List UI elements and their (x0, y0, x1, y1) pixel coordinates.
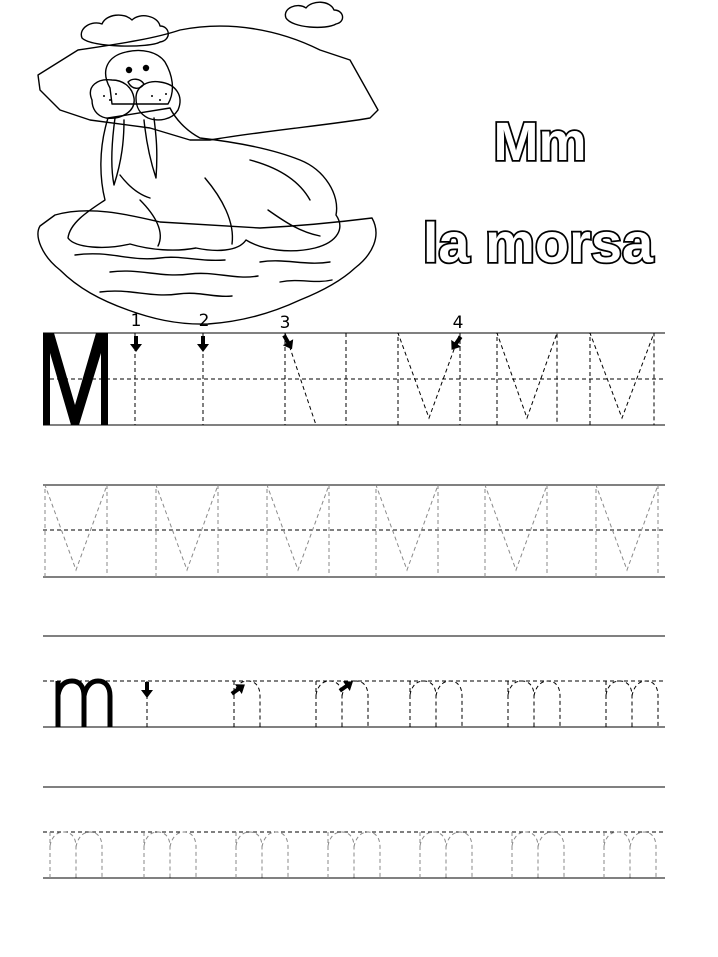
walrus-back-line (250, 160, 310, 200)
trace-lowercase-m (236, 832, 288, 878)
ice-floe (38, 211, 376, 324)
walrus-eye (126, 67, 132, 73)
water-ripple (75, 254, 225, 261)
arrow-down-icon (197, 336, 209, 352)
trace-uppercase-m (156, 485, 218, 577)
arrow-down-right-icon (279, 332, 297, 352)
walrus-flipper (140, 200, 160, 246)
trace-lowercase-m (606, 681, 658, 727)
word-title: la morsa (422, 211, 654, 274)
trace-uppercase-m (485, 485, 547, 577)
step-number-4: 4 (452, 313, 464, 333)
arrow-down-icon (130, 336, 142, 352)
trace-lowercase-m (508, 681, 560, 727)
walrus-flipper (268, 210, 320, 236)
water-ripple (280, 280, 332, 282)
model-lowercase-m (58, 681, 110, 727)
letter-pair-title: Mm (493, 112, 587, 172)
step-number-2: 2 (198, 311, 210, 331)
walrus-head (106, 50, 173, 104)
step-number-3: 3 (279, 313, 291, 333)
arrow-up-right-icon (336, 677, 356, 696)
trace-uppercase-m (376, 485, 438, 577)
cloud-icon (285, 2, 342, 27)
walrus-belly-line (120, 175, 150, 198)
trace-lowercase-m (410, 681, 462, 727)
arrow-up-right-icon (228, 680, 248, 699)
uppercase-trace-row (43, 485, 665, 577)
water-ripple (110, 271, 258, 277)
water-ripple (100, 291, 232, 296)
trace-lowercase-m (50, 832, 102, 878)
walrus-eye (143, 65, 149, 71)
trace-lowercase-m (144, 832, 196, 878)
trace-uppercase-m (596, 485, 658, 577)
trace-lowercase-m (604, 832, 656, 878)
trace-uppercase-m (45, 485, 107, 577)
uppercase-guided-row (43, 311, 665, 425)
walrus-nose (128, 79, 144, 88)
lowercase-trace-row (43, 787, 665, 878)
walrus-tusk (112, 118, 124, 185)
arrow-down-icon (141, 682, 153, 698)
walrus-flipper (205, 178, 232, 244)
trace-lowercase-m (512, 832, 564, 878)
water-ripple (260, 261, 330, 263)
trace-lowercase-m (420, 832, 472, 878)
lowercase-guided-row (43, 636, 665, 727)
arrow-down-left-icon (447, 333, 466, 353)
walrus-whisker-dots (103, 93, 167, 101)
walrus-illustration (38, 2, 378, 324)
trace-lowercase-m (328, 832, 380, 878)
walrus-muzzle (90, 80, 134, 119)
iceberg-shape (38, 26, 378, 140)
trace-uppercase-m (267, 485, 329, 577)
cloud-icon (81, 15, 168, 46)
step-number-1: 1 (130, 311, 142, 331)
